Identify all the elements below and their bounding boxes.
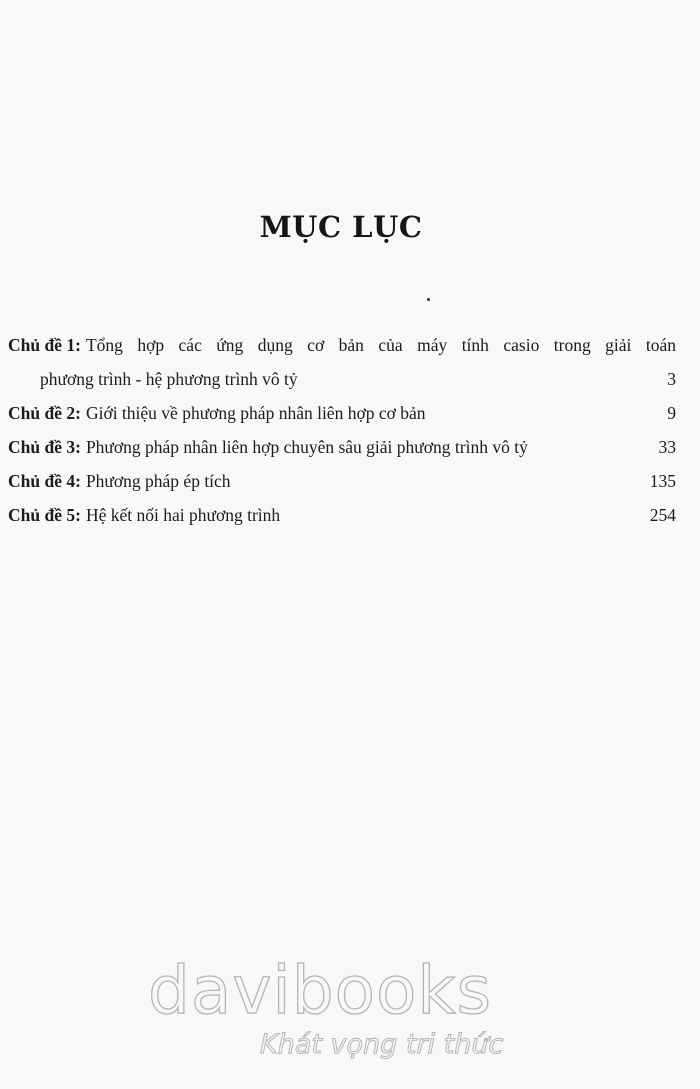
toc-entry-page: 33 xyxy=(658,437,676,457)
toc-entry-title: Hệ kết nối hai phương trình xyxy=(85,505,281,525)
publisher-slogan: Khát vọng tri thức xyxy=(260,1029,504,1060)
publisher-watermark xyxy=(148,952,548,1065)
toc-entry-label: Chủ đề 1: xyxy=(8,335,81,355)
dot-leader xyxy=(283,502,647,522)
toc-entry-label: Chủ đề 3: xyxy=(8,437,81,457)
toc-entry-4[interactable] xyxy=(8,464,676,498)
dot-leader xyxy=(531,434,656,454)
toc-entry-title: Giới thiệu về phương pháp nhân liên hợp cơ bản xyxy=(85,403,426,423)
toc-entry-page: 9 xyxy=(667,403,676,423)
toc-entry-label: Chủ đề 5: xyxy=(8,505,81,525)
toc-entry-title: Phương pháp ép tích xyxy=(85,471,231,491)
toc-entry-page: 135 xyxy=(649,471,676,491)
toc-entry-page: 3 xyxy=(667,369,676,389)
table-of-contents xyxy=(8,328,676,532)
toc-entry-title-line2: phương trình - hệ phương trình vô tỷ xyxy=(40,369,298,389)
toc-entry-title-line1: Tổng hợp các ứng dụng cơ bản của máy tính casio trong giải toán xyxy=(85,335,676,355)
toc-entry-1[interactable] xyxy=(8,328,676,396)
toc-entry-2[interactable] xyxy=(8,396,676,430)
toc-entry-page: 254 xyxy=(649,505,676,525)
toc-entry-label: Chủ đề 2: xyxy=(8,403,81,423)
toc-entry-label: Chủ đề 4: xyxy=(8,471,81,491)
toc-entry-title: Phương pháp nhân liên hợp chuyên sâu giải phương trình vô tỷ xyxy=(85,437,528,457)
toc-entry-3[interactable] xyxy=(8,430,676,464)
dot-leader xyxy=(429,400,665,420)
publisher-logo: davibooks xyxy=(148,952,492,1029)
dot-leader xyxy=(301,366,665,386)
toc-entry-5[interactable] xyxy=(8,498,676,532)
page-title: MỤC LỤC xyxy=(259,210,423,244)
stray-dot xyxy=(427,298,430,301)
dot-leader xyxy=(234,468,647,488)
